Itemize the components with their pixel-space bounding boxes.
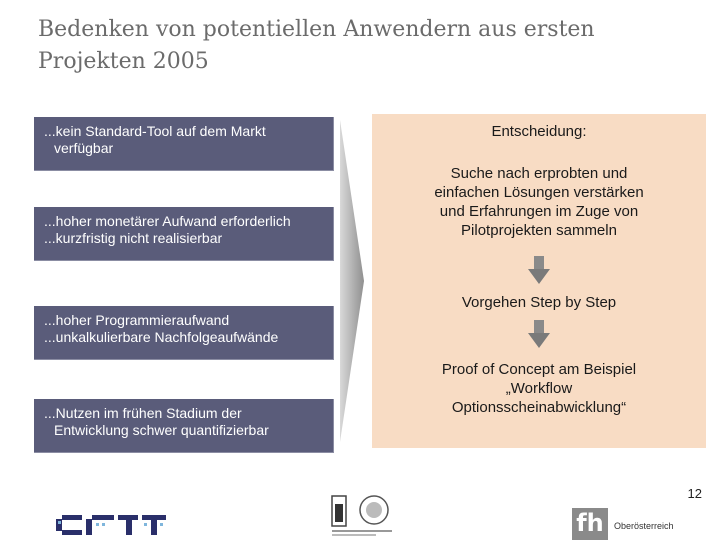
decision-step-1-line: einfachen Lösungen verstärken <box>434 184 644 201</box>
crt-logo <box>56 515 168 535</box>
concern-text: ...kein Standard-Tool auf dem Markt <box>44 123 266 139</box>
decision-step-3 <box>372 360 706 417</box>
decision-step-3-line: Optionsscheinabwicklung“ <box>451 399 627 416</box>
decision-step-3-line: „Workflow <box>505 380 573 397</box>
page-title-line1: Bedenken von potentiellen Anwendern aus ersten <box>38 17 595 42</box>
decision-heading: Entscheidung: <box>491 123 587 140</box>
concern-box-benefit <box>34 399 334 453</box>
concern-text: ...unkalkulierbare Nachfolgeaufwände <box>44 329 279 345</box>
decision-step-2: Vorgehen Step by Step <box>461 294 617 311</box>
decision-step-1-line: und Erfahrungen im Zuge von <box>439 203 639 220</box>
decision-panel <box>372 114 706 448</box>
page-title <box>38 14 698 78</box>
concern-text: ...kurzfristig nicht realisierbar <box>44 230 223 246</box>
concern-box-programming <box>34 306 334 360</box>
decision-step-1-line: Pilotprojekten sammeln <box>461 222 617 239</box>
arrow-down-icon <box>528 256 550 284</box>
concern-text: ...hoher Programmieraufwand <box>44 312 230 328</box>
partner-logo <box>330 494 410 538</box>
page-number: 12 <box>687 486 702 501</box>
page-title-line2: Projekten 2005 <box>38 49 209 74</box>
concern-box-standard-tool <box>34 117 334 171</box>
arrow-down-icon <box>528 320 550 348</box>
decision-step-3-line: Proof of Concept am Beispiel <box>441 361 637 378</box>
fh-label: Oberösterreich <box>614 521 674 531</box>
decision-step-1-line: Suche nach erprobten und <box>450 165 628 182</box>
decision-step-1 <box>372 164 706 240</box>
concern-text: ...Nutzen im frühen Stadium der <box>44 405 242 421</box>
concern-text: ...hoher monetärer Aufwand erforderlich <box>44 213 291 229</box>
concern-text: Entwicklung schwer quantifizierbar <box>54 422 269 438</box>
fh-logo: fh <box>572 508 608 540</box>
arrow-right-icon <box>338 120 366 442</box>
concern-text: verfügbar <box>54 140 114 156</box>
concern-box-monetary <box>34 207 334 261</box>
